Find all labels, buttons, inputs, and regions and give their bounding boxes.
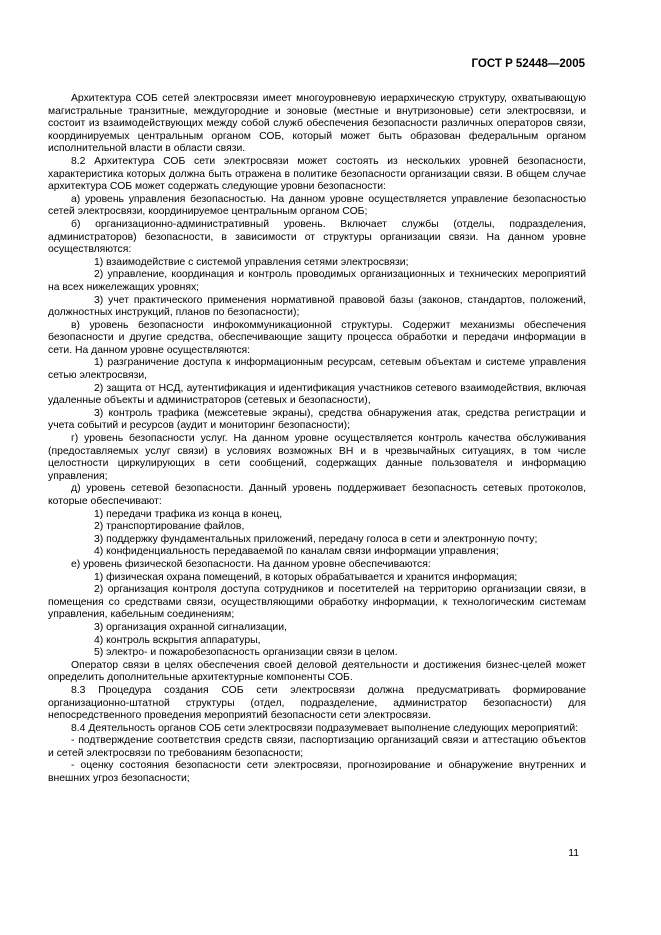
sub-list-item: 3) контроль трафика (межсетевые экраны), средства обнаружения атак, средства регистрации и учета событий и ресурсов (аудит и мониторинг безопасности); [48, 407, 586, 432]
sub-list-item: 1) физическая охрана помещений, в которых обрабатывается и хранится информация; [94, 571, 518, 583]
sub-list-item: 5) электро- и пожаробезопасность организации связи в целом. [94, 647, 398, 659]
list-item: а) уровень управления безопасностью. На данном уровне осуществляется управление безопасностью сетей электросвязи, координируемое центральным органом СОБ; [48, 193, 586, 218]
sub-list-item: 4) контроль вскрытия аппаратуры, [94, 634, 261, 646]
paragraph: Архитектура СОБ сетей электросвязи имеет многоуровневую иерархическую структуру, охватывающую магистральные транзитные, междугородние и зоновые (местные и внутризоновые) сети электросвязи, и состоит из взаимодействующих между собой служб обеспечения безопасности различных операторов связи, координируемых центральным органом СОБ, который может быть образован федеральным органом исполнительной власти в области связи. [48, 93, 586, 155]
sub-list-item: 2) защита от НСД, аутентификация и идентификация участников сетевого взаимодействия, включая удаленные объекты и администраторов (сетевых и безопасности), [48, 382, 586, 407]
document-body [48, 93, 586, 786]
paragraph: 8.3 Процедура создания СОБ сети электросвязи должна предусматривать формирование организационно-штатной структуры (отдел, подразделение, администратор безопасности) для непосредственного проведения мероприятий безопасности сети электросвязи. [48, 684, 586, 722]
sub-list-item: 3) учет практического применения нормативной правовой базы (законов, стандартов, положений, должностных инструкций, планов по безопасности); [48, 294, 586, 319]
paragraph: 8.2 Архитектура СОБ сети электросвязи может состоять из нескольких уровней безопасности, характеристика которых должна быть отражена в политике безопасности организации связи. В общем случае архитектура СОБ может содержать следующие уровни безопасности: [48, 155, 586, 193]
sub-list-item: 2) управление, координация и контроль проводимых организационных и технических мероприятий на всех нижележащих уровнях; [48, 269, 586, 293]
page-number: 11 [568, 848, 579, 859]
list-item: б) организационно-административный уровень. Включает службы (отделы, подразделения, администраторов) безопасности, в зависимости от структуры организации связи. На данном уровне осуществляются: [48, 218, 586, 256]
sub-list-item: 4) конфиденциальность передаваемой по каналам связи информации управления; [94, 546, 499, 558]
list-item: - оценку состояния безопасности сети электросвязи, прогнозирование и обнаружение внутренних и внешних угроз безопасности; [48, 760, 586, 785]
list-item: в) уровень безопасности инфокоммуникационной структуры. Содержит механизмы обеспечения безопасности и другие средства, обеспечивающие защиту процесса обработки и передачи информации в сети. На данном уровне осуществляются: [48, 319, 586, 356]
paragraph: 8.4 Деятельность органов СОБ сети электросвязи подразумевает выполнение следующих мероприятий: [71, 722, 579, 734]
list-item: е) уровень физической безопасности. На данном уровне обеспечиваются: [71, 558, 431, 570]
document-header: ГОСТ Р 52448—2005 [471, 58, 585, 70]
sub-list-item: 3) организация охранной сигнализации, [94, 621, 287, 633]
sub-list-item: 2) транспортирование файлов, [94, 521, 245, 533]
paragraph: Оператор связи в целях обеспечения своей деловой деятельности и достижения бизнес-целей может определить дополнительные архитектурные компоненты СОБ. [48, 659, 586, 684]
sub-list-item: 1) взаимодействие с системой управления сетями электросвязи; [94, 256, 409, 268]
sub-list-item: 2) организация контроля доступа сотрудников и посетителей на территорию организации связи, в помещения со средствами связи, осуществляющими обработку информации, к технологическим системам управления, кабельным соединениям; [48, 584, 586, 621]
sub-list-item: 3) поддержку фундаментальных приложений, передачу голоса в сети и электронную почту; [94, 533, 538, 545]
sub-list-item: 1) передачи трафика из конца в конец, [94, 508, 283, 520]
list-item: д) уровень сетевой безопасности. Данный уровень поддерживает безопасность сетевых протоколов, которые обеспечивают: [48, 483, 586, 507]
list-item: - подтверждение соответствия средств связи, паспортизацию организаций связи и аттестацию объектов и сетей электросвязи по требованиям безопасности; [48, 735, 586, 759]
sub-list-item: 1) разграничение доступа к информационным ресурсам, сетевым объектам и системе управления сетью электросвязи, [48, 357, 586, 382]
list-item: г) уровень безопасности услуг. На данном уровне осуществляется контроль качества обслуживания (предоставляемых услуг связи) в условиях возможных ВН и в чрезвычайных ситуациях, в том числе целостности циркулирующих в сети сообщений, содержащих данные пользователя и информацию управления; [48, 433, 586, 482]
